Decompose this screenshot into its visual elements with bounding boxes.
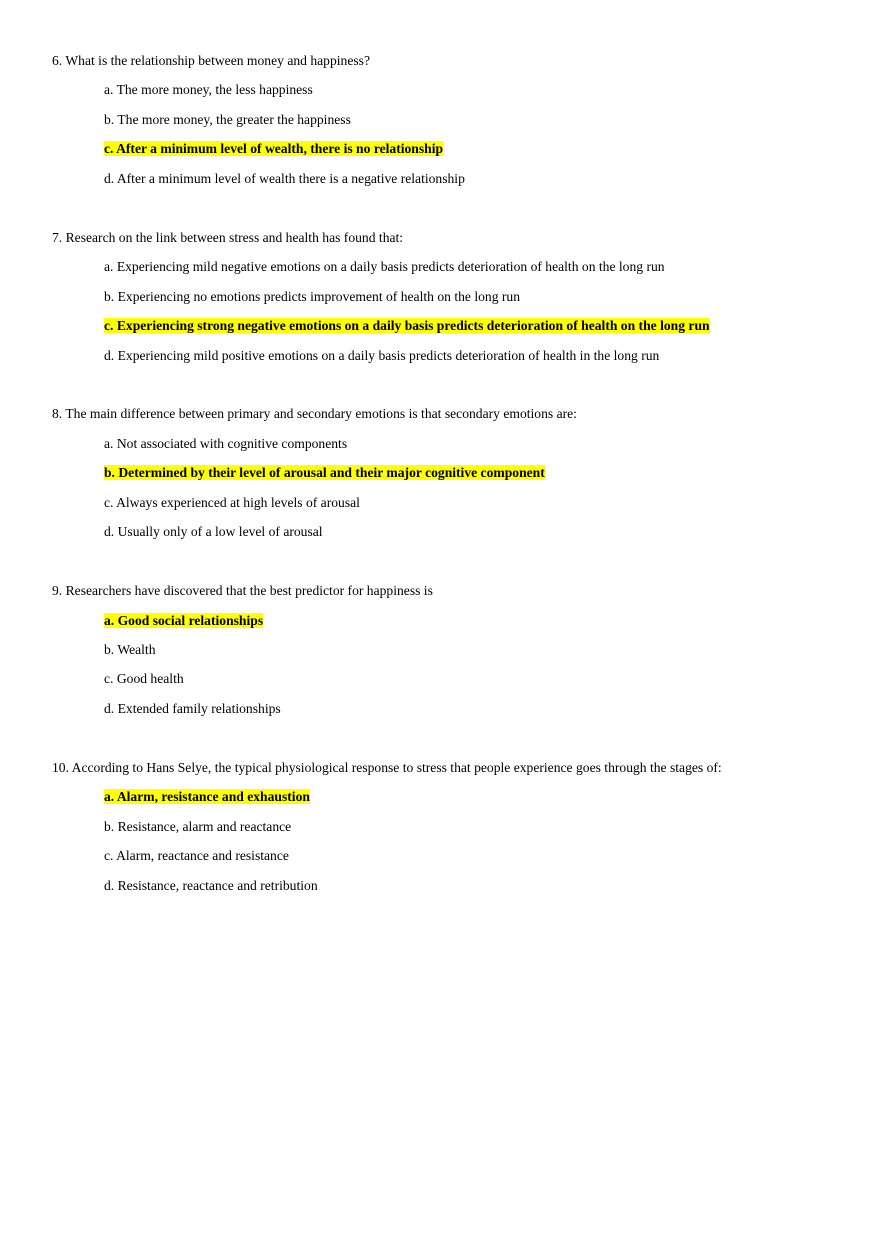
option-text: d. Extended family relationships — [104, 700, 281, 716]
answer-option — [0, 841, 880, 870]
answer-option — [0, 664, 880, 693]
question-stem: 6. What is the relationship between money and happiness? — [52, 53, 370, 68]
answer-option-correct — [0, 782, 880, 811]
answer-option — [0, 341, 880, 370]
answer-option — [0, 282, 880, 311]
option-text: b. Experiencing no emotions predicts improvement of health on the long run — [104, 288, 521, 304]
option-text: a. Alarm, resistance and exhaustion — [104, 789, 310, 805]
option-text: b. The more money, the greater the happiness — [104, 111, 351, 127]
answer-option — [0, 429, 880, 458]
question-block — [0, 223, 880, 370]
option-text: c. Experiencing strong negative emotions on a daily basis predicts deterioration of health on the long run — [104, 318, 710, 334]
option-text: b. Resistance, alarm and reactance — [104, 818, 292, 834]
option-text: d. Usually only of a low level of arousal — [104, 524, 323, 540]
option-text: a. Good social relationships — [104, 612, 264, 628]
answer-option — [0, 164, 880, 193]
answer-option — [0, 635, 880, 664]
option-text: a. The more money, the less happiness — [104, 82, 313, 98]
answer-option — [0, 75, 880, 104]
answer-option — [0, 105, 880, 134]
answer-option-correct — [0, 458, 880, 487]
option-text: b. Determined by their level of arousal and their major cognitive component — [104, 465, 545, 481]
answer-option — [0, 488, 880, 517]
question-stem: 7. Research on the link between stress and health has found that: — [52, 229, 404, 245]
answer-option — [0, 252, 880, 281]
answer-option — [0, 871, 880, 900]
answer-option-correct — [0, 606, 880, 635]
answer-option-correct — [0, 134, 880, 163]
question-stem: 9. Researchers have discovered that the best predictor for happiness is — [52, 583, 433, 599]
option-text: a. Not associated with cognitive components — [104, 435, 348, 451]
answer-option-correct — [0, 311, 880, 340]
option-text: d. Experiencing mild positive emotions on a daily basis predicts deterioration of health in the long run — [104, 347, 660, 363]
option-text: c. Good health — [104, 671, 184, 687]
option-text: d. After a minimum level of wealth there is a negative relationship — [104, 170, 465, 186]
option-text: c. Alarm, reactance and resistance — [104, 848, 289, 864]
option-text: c. Always experienced at high levels of arousal — [104, 494, 360, 510]
question-block — [0, 753, 880, 900]
option-text: c. After a minimum level of wealth, there is no relationship — [104, 141, 444, 157]
question-block — [0, 576, 880, 723]
option-text: b. Wealth — [104, 642, 156, 658]
question-block — [0, 46, 880, 193]
question-block — [0, 399, 880, 546]
option-text: a. Experiencing mild negative emotions on a daily basis predicts deterioration of health on the long run — [104, 259, 665, 275]
question-stem: 8. The main difference between primary and secondary emotions is that secondary emotions are: — [52, 406, 577, 422]
option-text: d. Resistance, reactance and retribution — [104, 877, 318, 893]
answer-option — [0, 694, 880, 723]
question-stem: 10. According to Hans Selye, the typical physiological response to stress that people experience goes through the stages of: — [52, 759, 722, 775]
answer-option — [0, 812, 880, 841]
document-page — [0, 46, 880, 930]
answer-option — [0, 517, 880, 546]
